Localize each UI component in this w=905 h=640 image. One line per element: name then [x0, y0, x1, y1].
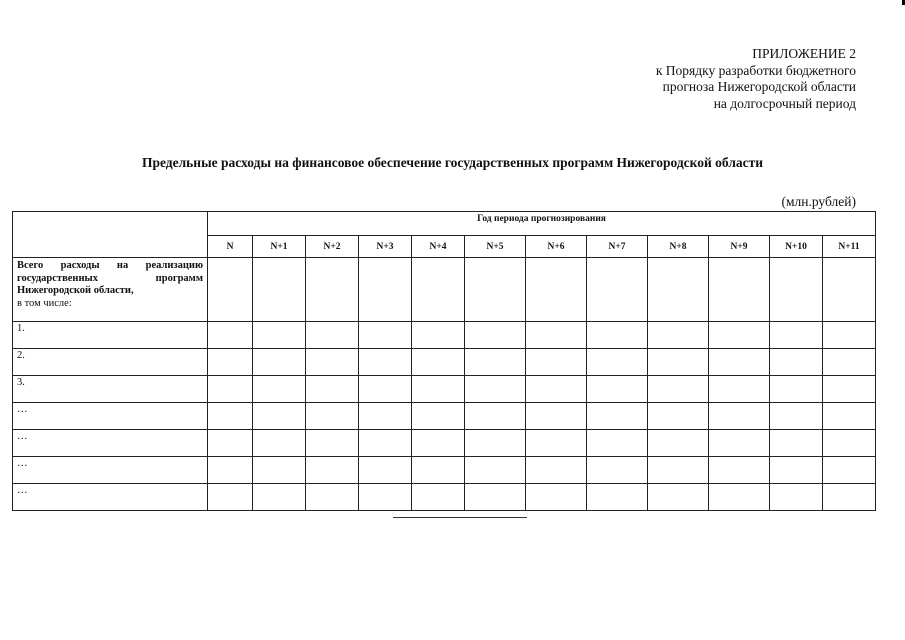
- value-cell: [208, 403, 253, 430]
- value-cell: [412, 349, 465, 376]
- value-cell: [770, 258, 823, 322]
- total-label: Всего расходы на реализацию государственных программ Нижегородской области,: [17, 260, 203, 296]
- value-cell: [587, 430, 648, 457]
- value-cell: [526, 258, 587, 322]
- value-cell: [526, 430, 587, 457]
- value-cell: [253, 484, 306, 511]
- value-cell: [526, 349, 587, 376]
- value-cell: [648, 376, 709, 403]
- value-cell: [465, 484, 526, 511]
- value-cell: [412, 403, 465, 430]
- table-row: [13, 322, 876, 349]
- value-cell: [253, 258, 306, 322]
- value-cell: [587, 457, 648, 484]
- value-cell: [208, 322, 253, 349]
- document-title: Предельные расходы на финансовое обеспечение государственных программ Нижегородской области: [141, 155, 764, 170]
- year-header-cell: N+3: [359, 236, 412, 258]
- value-cell: [587, 403, 648, 430]
- value-cell: [208, 457, 253, 484]
- value-cell: [823, 322, 876, 349]
- value-cell: [465, 322, 526, 349]
- year-header-cell: N+11: [823, 236, 876, 258]
- value-cell: [770, 322, 823, 349]
- value-cell: [823, 403, 876, 430]
- value-cell: [306, 376, 359, 403]
- value-cell: [465, 349, 526, 376]
- appendix-line-4: на долгосрочный период: [713, 95, 856, 111]
- table-header-row: [13, 212, 876, 236]
- year-header-cell: N+10: [770, 236, 823, 258]
- value-cell: [253, 376, 306, 403]
- appendix-line-2: к Порядку разработки бюджетного: [655, 62, 856, 78]
- total-row: [13, 258, 876, 322]
- year-header-cell: N+4: [412, 236, 465, 258]
- row-label: 2.: [13, 349, 208, 376]
- table-body: [13, 258, 876, 511]
- value-cell: [412, 258, 465, 322]
- value-cell: [648, 322, 709, 349]
- value-cell: [526, 484, 587, 511]
- value-cell: [587, 376, 648, 403]
- value-cell: [412, 376, 465, 403]
- row-label: 1.: [13, 322, 208, 349]
- table-row: [13, 457, 876, 484]
- value-cell: [359, 349, 412, 376]
- value-cell: [359, 322, 412, 349]
- appendix-number: ПРИЛОЖЕНИЕ 2: [752, 46, 856, 61]
- including-label: в том числе:: [17, 297, 72, 309]
- value-cell: [648, 349, 709, 376]
- value-cell: [465, 430, 526, 457]
- value-cell: [648, 484, 709, 511]
- row-label: …: [13, 484, 208, 511]
- expenses-table: [12, 211, 876, 511]
- year-header-cell: N+2: [306, 236, 359, 258]
- value-cell: [253, 403, 306, 430]
- value-cell: [208, 258, 253, 322]
- row-label: …: [13, 430, 208, 457]
- value-cell: [306, 349, 359, 376]
- value-cell: [709, 258, 770, 322]
- value-cell: [359, 376, 412, 403]
- row-label: 3.: [13, 376, 208, 403]
- value-cell: [770, 403, 823, 430]
- year-header-cell: N+6: [526, 236, 587, 258]
- value-cell: [465, 376, 526, 403]
- corner-cell: [13, 212, 208, 258]
- value-cell: [306, 430, 359, 457]
- year-header-cell: N+8: [648, 236, 709, 258]
- value-cell: [770, 484, 823, 511]
- table-row: [13, 430, 876, 457]
- units-label: (млн.рублей): [781, 194, 856, 209]
- value-cell: [587, 322, 648, 349]
- value-cell: [526, 403, 587, 430]
- value-cell: [709, 322, 770, 349]
- value-cell: [770, 349, 823, 376]
- value-cell: [823, 430, 876, 457]
- row-label: …: [13, 457, 208, 484]
- value-cell: [526, 322, 587, 349]
- period-header: Год периода прогнозирования: [208, 212, 876, 236]
- row-label: …: [13, 403, 208, 430]
- value-cell: [823, 376, 876, 403]
- value-cell: [412, 322, 465, 349]
- value-cell: [709, 430, 770, 457]
- value-cell: [208, 484, 253, 511]
- value-cell: [465, 258, 526, 322]
- value-cell: [359, 258, 412, 322]
- value-cell: [253, 457, 306, 484]
- year-header-cell: N+9: [709, 236, 770, 258]
- value-cell: [648, 403, 709, 430]
- total-label-cell: [13, 258, 208, 322]
- year-header-cell: N+7: [587, 236, 648, 258]
- value-cell: [648, 430, 709, 457]
- value-cell: [823, 484, 876, 511]
- value-cell: [465, 403, 526, 430]
- value-cell: [359, 457, 412, 484]
- table-row: [13, 376, 876, 403]
- year-header-cell: N+1: [253, 236, 306, 258]
- value-cell: [306, 484, 359, 511]
- value-cell: [823, 349, 876, 376]
- bottom-divider: [393, 517, 527, 518]
- value-cell: [587, 349, 648, 376]
- appendix-header: [656, 46, 856, 112]
- value-cell: [709, 484, 770, 511]
- value-cell: [253, 349, 306, 376]
- value-cell: [208, 349, 253, 376]
- value-cell: [253, 430, 306, 457]
- value-cell: [306, 258, 359, 322]
- value-cell: [770, 376, 823, 403]
- value-cell: [709, 376, 770, 403]
- value-cell: [306, 322, 359, 349]
- value-cell: [648, 258, 709, 322]
- table-row: [13, 484, 876, 511]
- value-cell: [306, 403, 359, 430]
- value-cell: [823, 258, 876, 322]
- value-cell: [648, 457, 709, 484]
- value-cell: [412, 484, 465, 511]
- value-cell: [709, 349, 770, 376]
- appendix-line-3: прогноза Нижегородской области: [662, 79, 856, 94]
- year-header-cell: N+5: [465, 236, 526, 258]
- value-cell: [526, 376, 587, 403]
- value-cell: [306, 457, 359, 484]
- value-cell: [823, 457, 876, 484]
- table-row: [13, 349, 876, 376]
- value-cell: [412, 457, 465, 484]
- value-cell: [526, 457, 587, 484]
- value-cell: [208, 376, 253, 403]
- value-cell: [208, 430, 253, 457]
- value-cell: [709, 403, 770, 430]
- value-cell: [359, 430, 412, 457]
- value-cell: [770, 430, 823, 457]
- value-cell: [587, 258, 648, 322]
- value-cell: [770, 457, 823, 484]
- value-cell: [587, 484, 648, 511]
- value-cell: [359, 484, 412, 511]
- value-cell: [359, 403, 412, 430]
- value-cell: [412, 430, 465, 457]
- year-header-cell: N: [208, 236, 253, 258]
- table-row: [13, 403, 876, 430]
- value-cell: [709, 457, 770, 484]
- value-cell: [465, 457, 526, 484]
- value-cell: [253, 322, 306, 349]
